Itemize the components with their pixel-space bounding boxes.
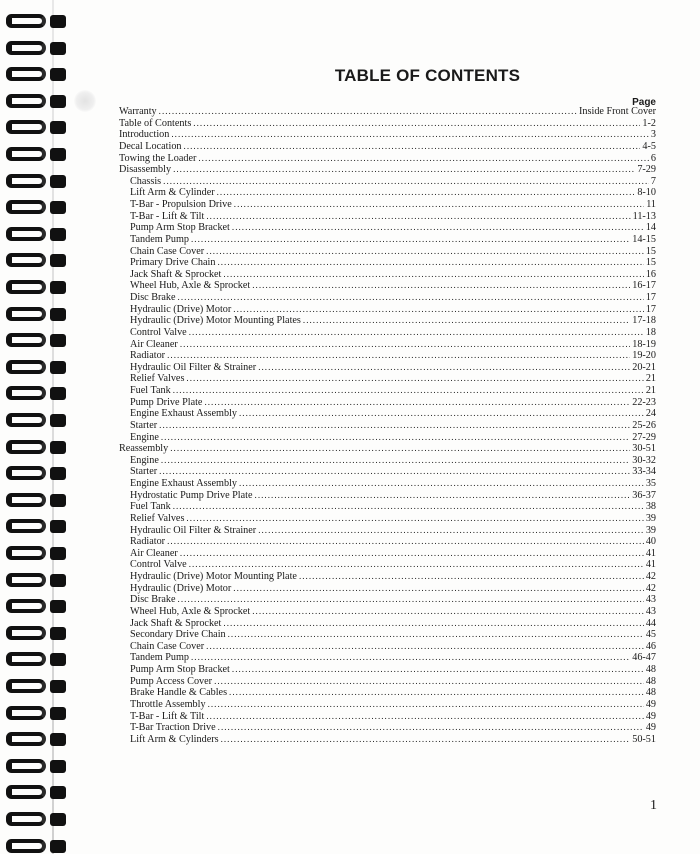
toc-entry-label: Fuel Tank — [130, 385, 171, 396]
toc-entry-label: Disc Brake — [130, 594, 176, 606]
toc-entry — [119, 246, 656, 258]
toc-entry-label: Hydrostatic Pump Drive Plate — [130, 489, 253, 501]
toc-entry-label: Warranty — [119, 106, 157, 117]
toc-entry-page: 17-18 — [632, 315, 656, 327]
toc-entry-page: 6 — [650, 152, 656, 164]
binding-ring — [6, 227, 74, 243]
dot-leader — [173, 164, 635, 176]
toc-entry-label: Air Cleaner — [130, 547, 178, 559]
toc-entry-label: Lift Arm & Cylinders — [130, 733, 219, 745]
dot-leader — [223, 618, 643, 630]
dot-leader — [186, 373, 643, 385]
toc-entry-page: 19-20 — [632, 350, 656, 362]
binding-ring — [6, 706, 74, 722]
toc-entry — [119, 490, 656, 502]
dot-leader — [303, 315, 630, 327]
toc-entry-label: Hydraulic (Drive) Motor — [130, 303, 232, 315]
toc-entry — [119, 164, 656, 176]
dot-leader — [178, 292, 644, 304]
dot-leader — [258, 525, 644, 537]
binding-ring — [6, 839, 74, 854]
toc-entry — [119, 362, 656, 374]
binding-ring — [6, 679, 74, 695]
toc-entry — [119, 211, 656, 223]
toc-entry-page: 14-15 — [632, 233, 656, 245]
dot-leader — [191, 234, 630, 246]
dot-leader — [198, 153, 649, 165]
binding-ring — [6, 466, 74, 482]
toc-entry — [119, 280, 656, 292]
toc-entry-page: 27-29 — [632, 431, 656, 443]
toc-entry-page: 21 — [645, 385, 656, 396]
binding-ring — [6, 333, 74, 349]
page-title: TABLE OF CONTENTS — [334, 66, 521, 85]
toc-entry-label: Disassembly — [119, 164, 172, 176]
toc-entry-page: 33-34 — [632, 466, 656, 478]
toc-entry-page: 14 — [645, 222, 656, 234]
dot-leader — [163, 176, 649, 188]
dot-leader — [180, 548, 644, 560]
toc-entry — [119, 455, 656, 467]
toc-entry — [119, 385, 656, 397]
toc-entry-page: 22-23 — [632, 396, 656, 408]
toc-entry-label: Reassembly — [119, 443, 169, 455]
dot-leader — [161, 432, 630, 444]
toc-entry-label: Wheel Hub, Axle & Sprocket — [130, 280, 251, 292]
toc-entry — [119, 420, 656, 432]
dot-leader — [189, 327, 644, 339]
binding-ring — [6, 253, 74, 269]
toc-entry — [119, 687, 656, 699]
dot-leader — [217, 257, 643, 269]
toc-entry-label: Hydraulic Oil Filter & Strainer — [130, 361, 257, 373]
dot-leader — [193, 118, 640, 130]
dot-leader — [232, 222, 644, 234]
binding-ring — [6, 440, 74, 456]
dot-leader — [252, 606, 644, 618]
dot-leader — [206, 641, 644, 653]
toc-entry-page: 17 — [645, 303, 656, 315]
toc-entry-label: T-Bar - Propulsion Drive — [130, 199, 232, 210]
toc-entry-page: 3 — [650, 129, 656, 141]
dot-leader — [171, 129, 649, 141]
dot-leader — [206, 246, 644, 258]
toc-entry-label: Tandem Pump — [130, 652, 189, 664]
toc-entry-page: 11 — [646, 199, 656, 210]
toc-entry-label: Hydraulic (Drive) Motor Mounting Plates — [130, 315, 301, 327]
toc-entry-page: 15 — [645, 257, 656, 269]
toc-entry-label: Chain Case Cover — [130, 245, 205, 257]
toc-entry-label: Hydraulic (Drive) Motor — [130, 582, 232, 594]
toc-entry-page: 25-26 — [632, 419, 656, 431]
toc-entry-page: 50-51 — [632, 733, 656, 745]
dot-leader — [189, 559, 644, 571]
toc-entry-label: Fuel Tank — [130, 501, 171, 513]
toc-entry-page: 11-13 — [632, 210, 656, 222]
toc-entry — [119, 711, 656, 723]
toc-entry — [119, 153, 656, 165]
toc-entry — [119, 350, 656, 362]
dot-leader — [191, 652, 630, 664]
toc-entry-page: 39 — [645, 512, 656, 524]
toc-entry — [119, 176, 656, 188]
toc-entry — [119, 618, 656, 630]
dot-leader — [173, 385, 644, 397]
dot-leader — [232, 664, 644, 676]
toc-entry — [119, 583, 656, 595]
dot-leader — [204, 397, 630, 409]
toc-entry-page: 49 — [645, 710, 656, 722]
toc-entry — [119, 676, 656, 688]
toc-entry — [119, 734, 656, 746]
toc-entry-label: Pump Arm Stop Bracket — [130, 664, 230, 675]
toc-entry — [119, 106, 656, 118]
toc-entry-page: 35 — [645, 478, 656, 489]
toc-entry-page: 42 — [645, 571, 656, 582]
toc-entry-label: T-Bar Traction Drive — [130, 722, 216, 734]
toc-entry-page: 16 — [645, 268, 656, 280]
toc-entry-page: 49 — [645, 722, 656, 734]
toc-entry-label: T-Bar - Lift & Tilt — [130, 710, 205, 722]
dot-leader — [170, 443, 630, 455]
dot-leader — [214, 676, 644, 688]
toc-entry — [119, 629, 656, 641]
toc-entry-label: Relief Valves — [130, 512, 185, 524]
toc-entry-label: Engine — [130, 431, 159, 443]
dot-leader — [233, 304, 644, 316]
dot-leader — [180, 339, 630, 351]
toc-entry — [119, 641, 656, 653]
binding-ring — [6, 174, 74, 190]
toc-entry-label: Hydraulic Oil Filter & Strainer — [130, 524, 257, 536]
toc-entry-page: Inside Front Cover — [579, 106, 656, 117]
toc-entry-page: 40 — [645, 536, 656, 548]
toc-entry-label: Engine Exhaust Assembly — [130, 408, 237, 420]
toc-entry-page: 46-47 — [632, 652, 656, 664]
dot-leader — [299, 571, 644, 583]
toc-entry — [119, 432, 656, 444]
toc-entry — [119, 466, 656, 478]
binding-ring — [6, 120, 74, 136]
dot-leader — [239, 478, 644, 490]
binding-ring — [6, 67, 74, 83]
toc-entry — [119, 234, 656, 246]
toc-entry — [119, 339, 656, 351]
toc-entry — [119, 594, 656, 606]
binding-ring — [6, 41, 74, 57]
toc-entry — [119, 664, 656, 676]
dot-leader — [208, 699, 644, 711]
toc-entry — [119, 129, 656, 141]
toc-entry — [119, 478, 656, 490]
toc-entry — [119, 373, 656, 385]
binding-ring — [6, 652, 74, 668]
binding-ring — [6, 307, 74, 323]
toc-entry — [119, 222, 656, 234]
binding-ring — [6, 785, 74, 801]
toc-entry — [119, 141, 656, 153]
binding-ring — [6, 519, 74, 535]
dot-leader — [167, 536, 644, 548]
page-column-header: Page — [632, 97, 656, 108]
dot-leader — [159, 420, 630, 432]
toc-entry — [119, 269, 656, 281]
toc-entry-page: 1-2 — [642, 117, 656, 129]
page-number: 1 — [650, 798, 657, 813]
toc-entry-label: Radiator — [130, 350, 166, 362]
binding-ring — [6, 626, 74, 642]
toc-entry-page: 39 — [645, 524, 656, 536]
toc-entry-page: 48 — [645, 664, 656, 675]
toc-entry-page: 18 — [645, 326, 656, 338]
toc-entry-page: 48 — [645, 687, 656, 699]
toc-entry — [119, 199, 656, 211]
binding-ring — [6, 732, 74, 748]
dot-leader — [258, 362, 630, 374]
toc-entry-label: Brake Handle & Cables — [130, 687, 228, 699]
binding-ring — [6, 360, 74, 376]
toc-entry — [119, 606, 656, 618]
dot-leader — [223, 269, 643, 281]
toc-entry — [119, 559, 656, 571]
toc-entry-page: 18-19 — [632, 338, 656, 350]
binding-ring — [6, 200, 74, 216]
toc-entry-page: 24 — [645, 408, 656, 420]
toc-entry-page: 41 — [645, 559, 656, 571]
dot-leader — [255, 490, 631, 502]
toc-entry — [119, 397, 656, 409]
dot-leader — [217, 187, 636, 199]
toc-entry-label: Radiator — [130, 536, 166, 548]
spiral-binding — [0, 0, 80, 854]
toc-entry-label: Chassis — [130, 175, 162, 187]
toc-entry-label: Disc Brake — [130, 292, 176, 303]
toc-entry-label: Air Cleaner — [130, 338, 178, 350]
toc-entry — [119, 292, 656, 304]
toc-entry — [119, 304, 656, 316]
toc-entry — [119, 722, 656, 734]
toc-entry — [119, 408, 656, 420]
toc-entry-label: Tandem Pump — [130, 233, 189, 245]
toc-entry — [119, 501, 656, 513]
binding-ring — [6, 280, 74, 296]
binding-ring — [6, 94, 74, 110]
toc-entry-label: Control Valve — [130, 326, 187, 338]
binding-ring — [6, 413, 74, 429]
toc-entry — [119, 315, 656, 327]
toc-entry-page: 44 — [645, 617, 656, 629]
toc-entry — [119, 548, 656, 560]
dot-leader — [178, 594, 644, 606]
toc-entry-label: Starter — [130, 419, 158, 431]
toc-entry-page: 43 — [645, 594, 656, 606]
binding-ring — [6, 812, 74, 828]
toc-entry — [119, 257, 656, 269]
toc-entry — [119, 187, 656, 199]
toc-entry — [119, 571, 656, 583]
toc-entry-page: 4-5 — [642, 140, 656, 152]
binding-ring — [6, 493, 74, 509]
binding-ring — [6, 759, 74, 775]
toc-entry-page: 43 — [645, 605, 656, 617]
toc-entry-label: Introduction — [119, 129, 170, 141]
toc-entry-page: 7-29 — [637, 164, 656, 176]
toc-entry — [119, 443, 656, 455]
binding-ring — [6, 599, 74, 615]
dot-leader — [221, 734, 631, 746]
toc-entry — [119, 699, 656, 711]
toc-content — [119, 0, 656, 854]
toc-entry-label: Towing the Loader — [119, 152, 197, 164]
dot-leader — [239, 408, 644, 420]
dot-leader — [228, 629, 644, 641]
toc-entry-page: 49 — [645, 698, 656, 710]
toc-entry-page: 15 — [645, 245, 656, 257]
toc-entry-page: 42 — [645, 582, 656, 594]
dot-leader — [159, 106, 577, 118]
toc-entry — [119, 118, 656, 130]
toc-entry-page: 30-51 — [632, 443, 656, 455]
dot-leader — [161, 455, 630, 467]
toc-entry-label: Wheel Hub, Axle & Sprocket — [130, 605, 251, 617]
dot-leader — [167, 350, 630, 362]
toc-entry-page: 45 — [645, 629, 656, 641]
toc-entry-label: Engine — [130, 454, 159, 466]
dot-leader — [229, 687, 644, 699]
toc-entry-label: Jack Shaft & Sprocket — [130, 617, 222, 629]
toc-entry-page: 46 — [645, 640, 656, 652]
toc-entry-label: Jack Shaft & Sprocket — [130, 268, 222, 280]
dot-leader — [159, 466, 630, 478]
toc-entry — [119, 327, 656, 339]
binding-ring — [6, 14, 74, 30]
toc-entry-label: Pump Drive Plate — [130, 396, 203, 408]
toc-entry-page: 41 — [645, 547, 656, 559]
toc-entry-page: 17 — [645, 292, 656, 303]
binding-ring — [6, 546, 74, 562]
toc-entry-page: 8-10 — [637, 187, 656, 199]
dot-leader — [252, 280, 630, 292]
toc-entry — [119, 652, 656, 664]
dot-leader — [206, 711, 643, 723]
toc-entry-label: Chain Case Cover — [130, 640, 205, 652]
toc-entry-label: Throttle Assembly — [130, 698, 206, 710]
dot-leader — [184, 141, 641, 153]
toc-entry — [119, 513, 656, 525]
toc-entry-label: T-Bar - Lift & Tilt — [130, 210, 205, 222]
toc-entry-label: Engine Exhaust Assembly — [130, 478, 237, 489]
binding-ring — [6, 386, 74, 402]
toc-entry-page: 30-32 — [632, 454, 656, 466]
toc-entry — [119, 536, 656, 548]
toc-entry-page: 36-37 — [632, 489, 656, 501]
toc-entry-label: Primary Drive Chain — [130, 257, 216, 269]
dot-leader — [234, 199, 644, 211]
toc-entry-label: Starter — [130, 466, 158, 478]
toc-entry-page: 21 — [645, 373, 656, 385]
dot-leader — [173, 501, 644, 513]
dot-leader — [206, 211, 630, 223]
toc-entry-page: 20-21 — [632, 361, 656, 373]
dot-leader — [233, 583, 644, 595]
toc-entry-label: Pump Arm Stop Bracket — [130, 222, 230, 234]
toc-entry-label: Lift Arm & Cylinder — [130, 187, 215, 199]
toc-entry-label: Hydraulic (Drive) Motor Mounting Plate — [130, 571, 297, 582]
toc-entry-label: Control Valve — [130, 559, 187, 571]
toc-entry-label: Pump Access Cover — [130, 675, 213, 687]
binding-ring — [6, 573, 74, 589]
toc-entry — [119, 525, 656, 537]
dot-leader — [186, 513, 643, 525]
toc-entry-page: 16-17 — [632, 280, 656, 292]
binding-ring — [6, 147, 74, 163]
toc-list — [119, 106, 656, 745]
toc-entry-label: Relief Valves — [130, 373, 185, 385]
toc-entry-page: 48 — [645, 675, 656, 687]
toc-entry-label: Decal Location — [119, 140, 182, 152]
toc-entry-page: 38 — [645, 501, 656, 513]
toc-entry-label: Table of Contents — [119, 117, 192, 129]
toc-entry-page: 7 — [650, 175, 656, 187]
toc-entry-label: Secondary Drive Chain — [130, 629, 226, 641]
paper-stain — [74, 90, 96, 112]
dot-leader — [218, 722, 644, 734]
